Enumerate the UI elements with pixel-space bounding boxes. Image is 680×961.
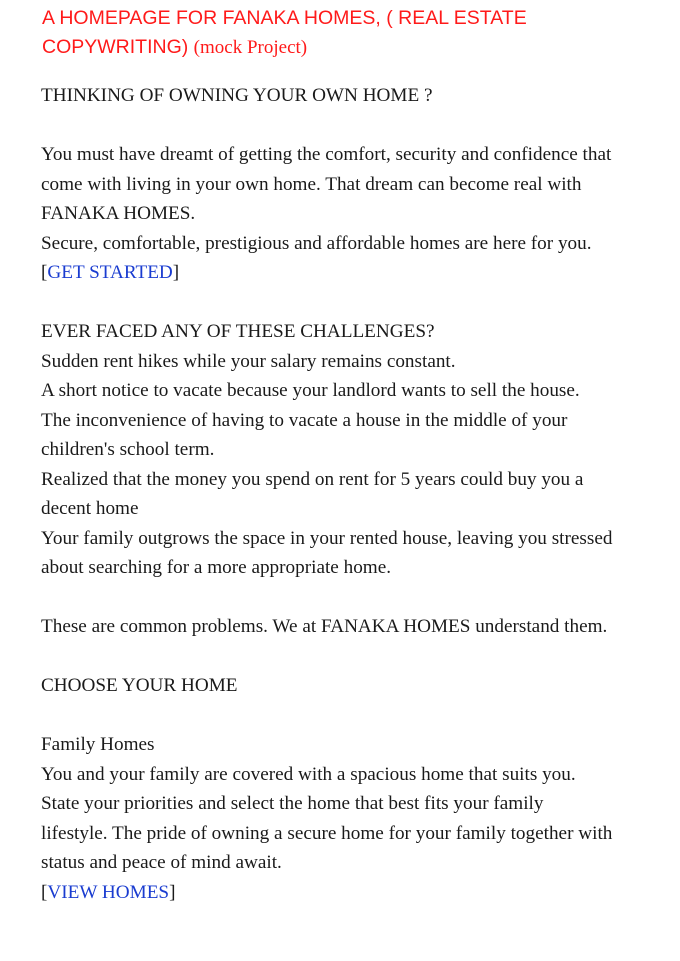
bracket-close: ] (169, 881, 176, 903)
hero-line: come with living in your own home. That dream can become real with (41, 173, 582, 195)
family-line: status and peace of mind await. (41, 852, 282, 873)
bracket-open: [ (41, 881, 48, 903)
family-line: You and your family are covered with a spacious home that suits you. (41, 763, 576, 785)
challenge-line: Realized that the money you spend on rent for 5 years could buy you a (41, 468, 584, 490)
challenges-closing: These are common problems. We at FANAKA HOMES understand them. (41, 616, 608, 637)
hero-heading: THINKING OF OWNING YOUR OWN HOME ? (41, 85, 433, 106)
hero-line: Secure, comfortable, prestigious and affordable homes are here for you. (41, 232, 592, 254)
challenge-line: The inconvenience of having to vacate a house in the middle of your (41, 409, 568, 431)
bracket-open: [ (41, 262, 48, 283)
get-started-cta (41, 258, 666, 288)
family-line: State your priorities and select the home that best fits your family (41, 793, 544, 814)
challenge-line: about searching for a more appropriate home. (41, 557, 392, 578)
family-line: lifestyle. The pride of owning a secure home for your family together with (41, 822, 613, 844)
challenge-line: Sudden rent hikes while your salary remains constant. (41, 350, 456, 372)
challenge-line: Your family outgrows the space in your rented house, leaving you stressed (41, 527, 613, 549)
view-homes-link[interactable]: VIEW HOMES (47, 881, 170, 903)
view-homes-cta (41, 878, 666, 908)
title-line-2: COPYWRITING) (42, 36, 194, 58)
family-homes-title: Family Homes (41, 734, 155, 755)
title-line-1: A HOMEPAGE FOR FANAKA HOMES, ( REAL ESTATE (42, 7, 527, 29)
bracket-close: ] (172, 262, 180, 283)
hero-line: You must have dreamt of getting the comfort, security and confidence that (41, 144, 612, 165)
document-body (41, 81, 666, 907)
document-title (42, 4, 662, 62)
challenge-line: decent home (41, 498, 139, 519)
hero-line: FANAKA HOMES. (41, 203, 196, 224)
challenge-line: A short notice to vacate because your landlord wants to sell the house. (41, 380, 580, 401)
challenge-line: children's school term. (41, 439, 215, 460)
title-mock-project: (mock Project) (193, 37, 308, 58)
get-started-link[interactable]: GET STARTED (47, 262, 173, 283)
choose-heading: CHOOSE YOUR HOME (41, 675, 238, 696)
challenges-heading: EVER FACED ANY OF THESE CHALLENGES? (41, 321, 435, 342)
